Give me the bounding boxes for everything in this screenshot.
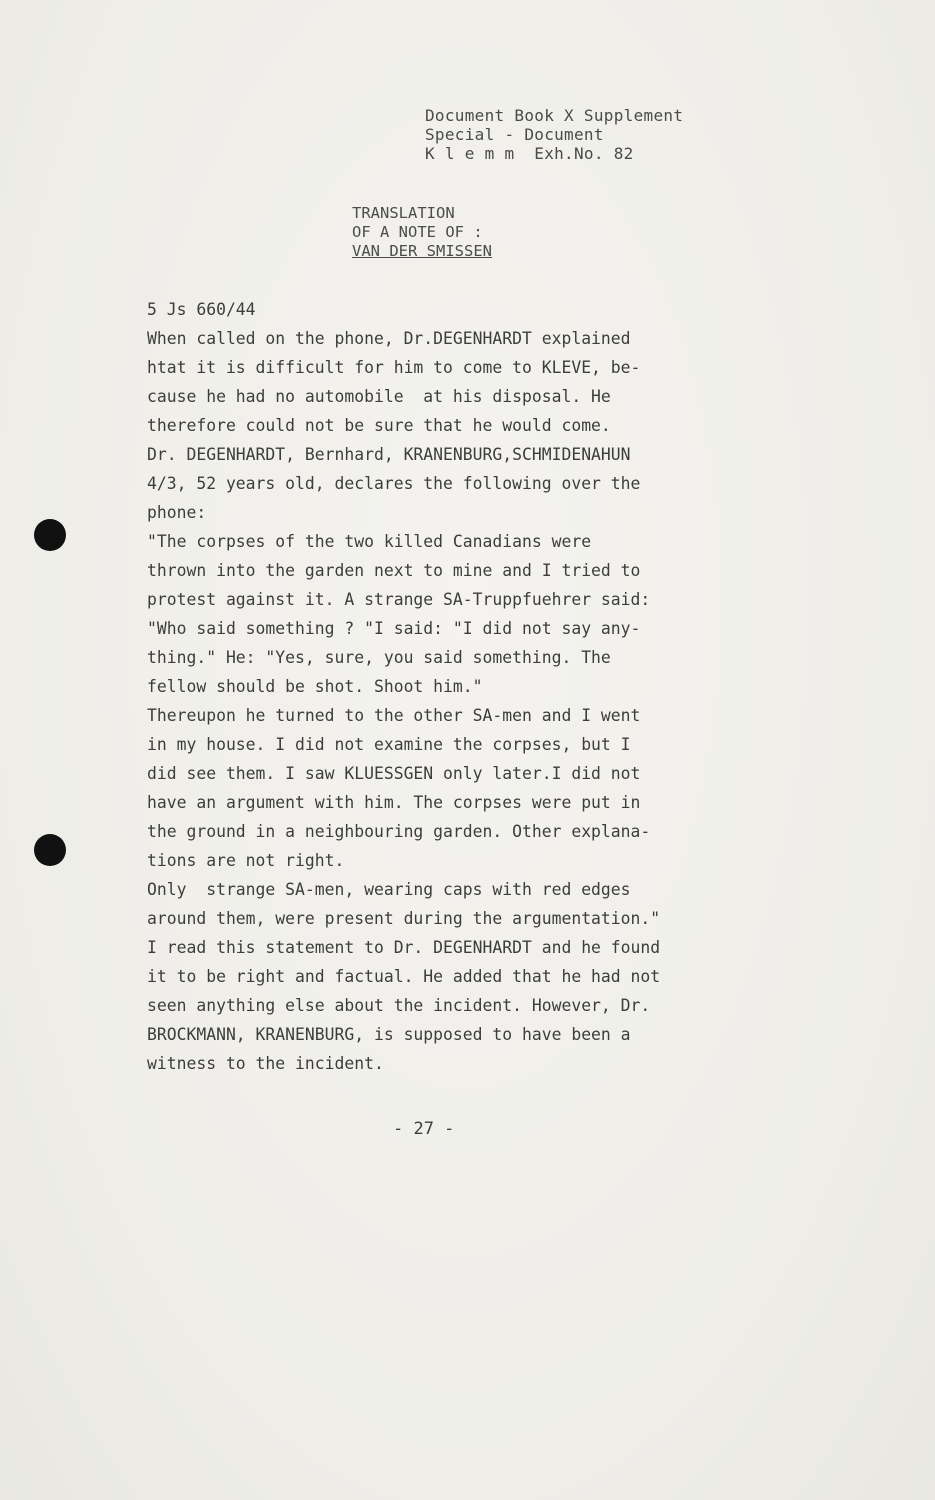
body-line: htat it is difficult for him to come to KLEVE, be- (147, 358, 641, 377)
body-line: 4/3, 52 years old, declares the following over the (147, 474, 641, 493)
title-line-1: TRANSLATION (352, 204, 455, 222)
body-line: did see them. I saw KLUESSGEN only later.I did not (147, 764, 641, 783)
body-line: Only strange SA-men, wearing caps with red edges (147, 880, 631, 899)
body-line: BROCKMANN, KRANENBURG, is supposed to have been a (147, 1025, 631, 1044)
body-line: in my house. I did not examine the corpses, but I (147, 735, 631, 754)
punch-hole-top (34, 519, 66, 551)
body-line: fellow should be shot. Shoot him." (147, 677, 483, 696)
body-line: witness to the incident. (147, 1054, 384, 1073)
body-line: the ground in a neighbouring garden. Other explana- (147, 822, 651, 841)
header-line-3: K l e m m Exh.No. 82 (425, 144, 634, 163)
punch-hole-bottom (34, 834, 66, 866)
body-line: cause he had no automobile at his disposal. He (147, 387, 611, 406)
body-line: phone: (147, 503, 207, 522)
header-line-1: Document Book X Supplement (425, 106, 684, 125)
body-line: seen anything else about the incident. However, Dr. (147, 996, 651, 1015)
header-line-2: Special - Document (425, 125, 604, 144)
body-line: I read this statement to Dr. DEGENHARDT and he found (147, 938, 661, 957)
body-line: 5 Js 660/44 (147, 300, 256, 319)
body-line: When called on the phone, Dr.DEGENHARDT explained (147, 329, 631, 348)
page-number: - 27 - (393, 1119, 455, 1139)
title-line-2: OF A NOTE OF : (352, 223, 483, 241)
body-line: have an argument with him. The corpses were put in (147, 793, 641, 812)
body-line: therefore could not be sure that he would come. (147, 416, 611, 435)
body-line: "The corpses of the two killed Canadians were (147, 532, 592, 551)
title-line-3: VAN DER SMISSEN (352, 242, 492, 260)
document-header (425, 106, 683, 163)
body-line: it to be right and factual. He added that he had not (147, 967, 661, 986)
body-line: around them, were present during the argumentation." (147, 909, 661, 928)
body-line: thrown into the garden next to mine and I tried to (147, 561, 641, 580)
body-line: Thereupon he turned to the other SA-men and I went (147, 706, 641, 725)
body-line: thing." He: "Yes, sure, you said something. The (147, 648, 611, 667)
document-body (147, 295, 787, 1078)
body-line: tions are not right. (147, 851, 345, 870)
body-line: Dr. DEGENHARDT, Bernhard, KRANENBURG,SCHMIDENAHUN (147, 445, 631, 464)
body-line: "Who said something ? "I said: "I did not say any- (147, 619, 641, 638)
body-line: protest against it. A strange SA-Truppfuehrer said: (147, 590, 651, 609)
document-title (352, 204, 492, 261)
